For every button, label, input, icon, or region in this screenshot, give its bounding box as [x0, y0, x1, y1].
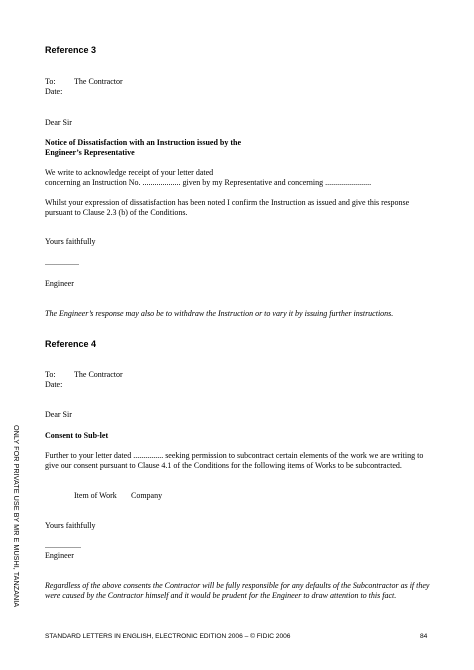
- paragraph-1-line-2: concerning an Instruction No. ................... given by my Representative and concerning .......................: [45, 178, 372, 187]
- reference-3-heading: Reference 3: [45, 45, 97, 55]
- to-label: To:: [45, 77, 56, 86]
- salutation: Dear Sir: [45, 410, 72, 419]
- closing: Yours faithfully: [45, 237, 96, 246]
- signature-dots: ..................: [45, 541, 81, 550]
- salutation: Dear Sir: [45, 118, 72, 127]
- paragraph-2: Whilst your expression of dissatisfaction has been noted I confirm the Instruction as issued and give this response pursuant to Clause 2.3 (b) of the Conditions.: [45, 198, 410, 218]
- column-item-of-work: Item of Work: [74, 491, 117, 500]
- signatory: Engineer: [45, 279, 74, 288]
- to-value: The Contractor: [74, 370, 123, 379]
- signatory: Engineer: [45, 551, 74, 560]
- column-company: Company: [131, 491, 163, 500]
- note: Regardless of the above consents the Contractor will be fully responsible for any defaults of the Subcontractor as if they were caused by the Contractor himself and it would be prudent for the Engineer to draw attention to this fact.: [45, 581, 430, 601]
- date-label: Date:: [45, 380, 63, 389]
- paragraph-1: Further to your letter dated ............... seeking permission to subcontract certain elements of the work we are writing to give our consent pursuant to Clause 4.1 of the Conditions for the following items of Works to be subcontracted.: [45, 451, 424, 471]
- page-number: 84: [420, 633, 428, 640]
- signature-dots: .................: [45, 258, 79, 267]
- to-label: To:: [45, 370, 56, 379]
- paragraph-1-line-1: We write to acknowledge receipt of your letter dated: [45, 168, 214, 177]
- footer-text: STANDARD LETTERS IN ENGLISH, ELECTRONIC EDITION 2006 – © FIDIC 2006: [45, 633, 291, 640]
- reference-4-heading: Reference 4: [45, 339, 97, 349]
- subject: Consent to Sub-let: [45, 431, 109, 440]
- to-value: The Contractor: [74, 77, 123, 86]
- date-label: Date:: [45, 87, 63, 96]
- subject-line-1: Notice of Dissatisfaction with an Instruction issued by the: [45, 138, 242, 147]
- subject-line-2: Engineer’s Representative: [45, 148, 135, 157]
- side-watermark-text: ONLY FOR PRIVATE USE BY MR E MUSHI, TANZANIA: [12, 425, 21, 608]
- note: The Engineer’s response may also be to withdraw the Instruction or to vary it by issuing further instructions.: [45, 309, 394, 318]
- closing: Yours faithfully: [45, 521, 96, 530]
